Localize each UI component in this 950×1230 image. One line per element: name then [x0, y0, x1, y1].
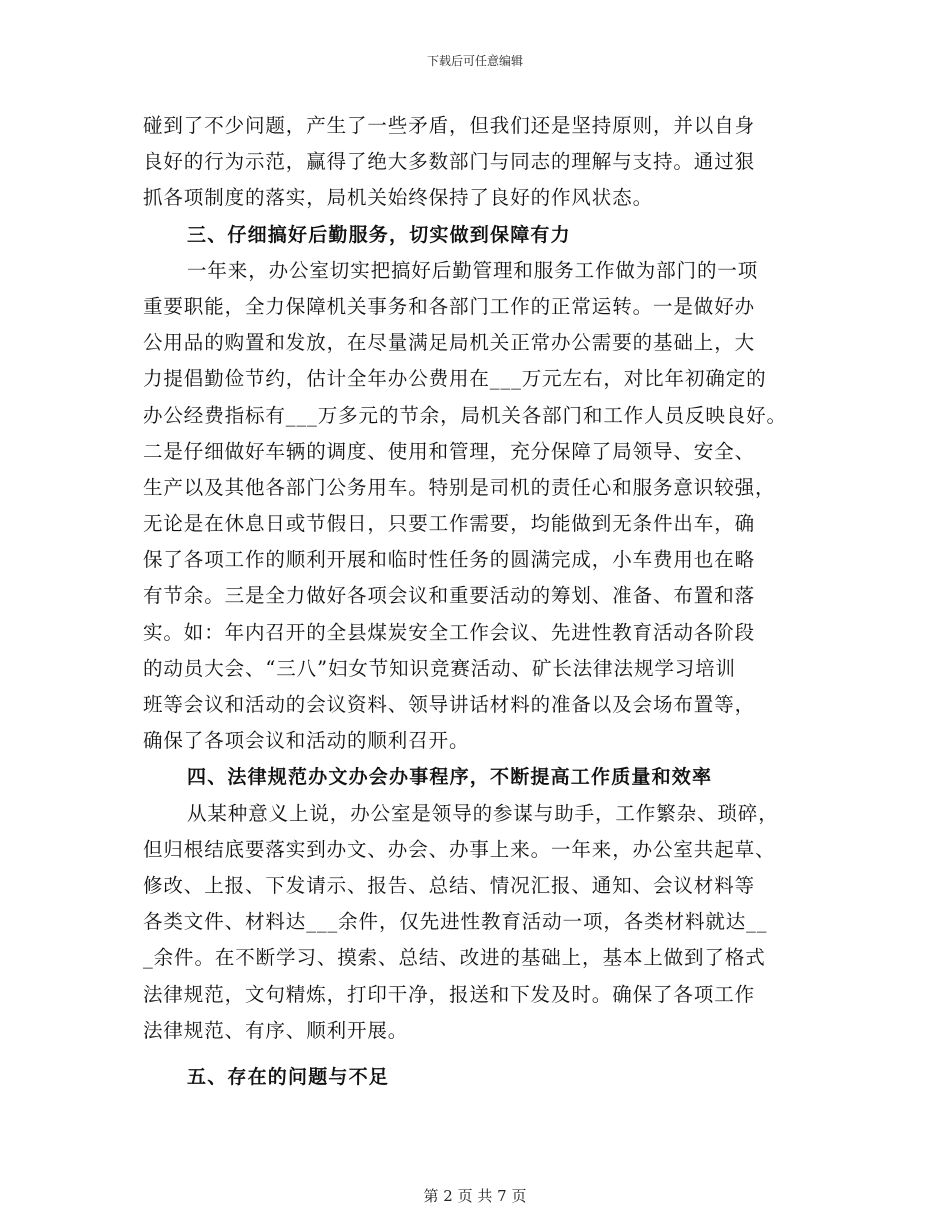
paragraph-line: 保了各项工作的顺利开展和临时性任务的圆满完成，小车费用也在略: [143, 548, 756, 572]
page-header: 下载后可任意编辑: [426, 54, 523, 68]
paragraph-line: 二是仔细做好车辆的调度、使用和管理，充分保障了局领导、安全、: [143, 439, 756, 463]
paragraph-line: 公用品的购置和发放，在尽量满足局机关正常办公需要的基础上，大: [143, 331, 756, 355]
paragraph-line: 各类文件、材料达___余件，仅先进性教育活动一项，各类材料就达__: [143, 910, 768, 934]
paragraph-line: 抓各项制度的落实，局机关始终保持了良好的作风状态。: [143, 186, 654, 210]
page-footer: 第 2 页 共 7 页: [423, 1187, 527, 1205]
paragraph-line: 确保了各项会议和活动的顺利召开。: [143, 729, 470, 753]
document-body: [143, 108, 823, 1095]
paragraph-line: 有节余。三是全力做好各项会议和重要活动的筹划、准备、布置和落: [143, 584, 756, 608]
paragraph-line: 办公经费指标有___万多元的节余，局机关各部门和工作人员反映良好。: [143, 403, 787, 427]
paragraph-first-line: 一年来，办公室切实把搞好后勤管理和服务工作做为部门的一项: [187, 258, 759, 282]
section-heading: 三、仔细搞好后勤服务，切实做到保障有力: [187, 223, 571, 246]
paragraph-line: _余件。在不断学习、摸索、总结、改进的基础上，基本上做到了格式: [143, 946, 766, 970]
paragraph-line: 法律规范，文句精炼，打印干净，报送和下发及时。确保了各项工作: [143, 982, 756, 1006]
paragraph-line: 修改、上报、下发请示、报告、总结、情况汇报、通知、会议材料等: [143, 873, 756, 897]
paragraph-line: 的动员大会、“三八”妇女节知识竞赛活动、矿长法律法规学习培训: [143, 656, 736, 680]
paragraph-line: 力提倡勤俭节约，估计全年办公费用在___万元左右，对比年初确定的: [143, 367, 767, 391]
paragraph-first-line: 从某种意义上说，办公室是领导的参谋与助手，工作繁杂、琐碎，: [187, 801, 779, 825]
paragraph-line: 生产以及其他各部门公务用车。特别是司机的责任心和服务意识较强，: [143, 475, 776, 499]
paragraph-line: 无论是在休息日或节假日，只要工作需要，均能做到无条件出车，确: [143, 512, 756, 536]
section-heading: 五、存在的问题与不足: [187, 1065, 390, 1088]
paragraph-line: 良好的行为示范，赢得了绝大多数部门与同志的理解与支持。通过狠: [143, 150, 756, 174]
paragraph-line: 但归根结底要落实到办文、办会、办事上来。一年来，办公室共起草、: [143, 837, 776, 861]
paragraph-line: 法律规范、有序、顺利开展。: [143, 1018, 409, 1042]
paragraph-line: 班等会议和活动的会议资料、领导讲话材料的准备以及会场布置等，: [143, 693, 756, 716]
paragraph-line: 碰到了不少问题，产生了一些矛盾，但我们还是坚持原则，并以自身: [143, 114, 756, 137]
section-heading: 四、法律规范办文办会办事程序，不断提高工作质量和效率: [187, 766, 713, 789]
paragraph-line: 重要职能，全力保障机关事务和各部门工作的正常运转。一是做好办: [143, 294, 756, 318]
paragraph-line: 实。如：年内召开的全县煤炭安全工作会议、先进性教育活动各阶段: [143, 620, 756, 644]
